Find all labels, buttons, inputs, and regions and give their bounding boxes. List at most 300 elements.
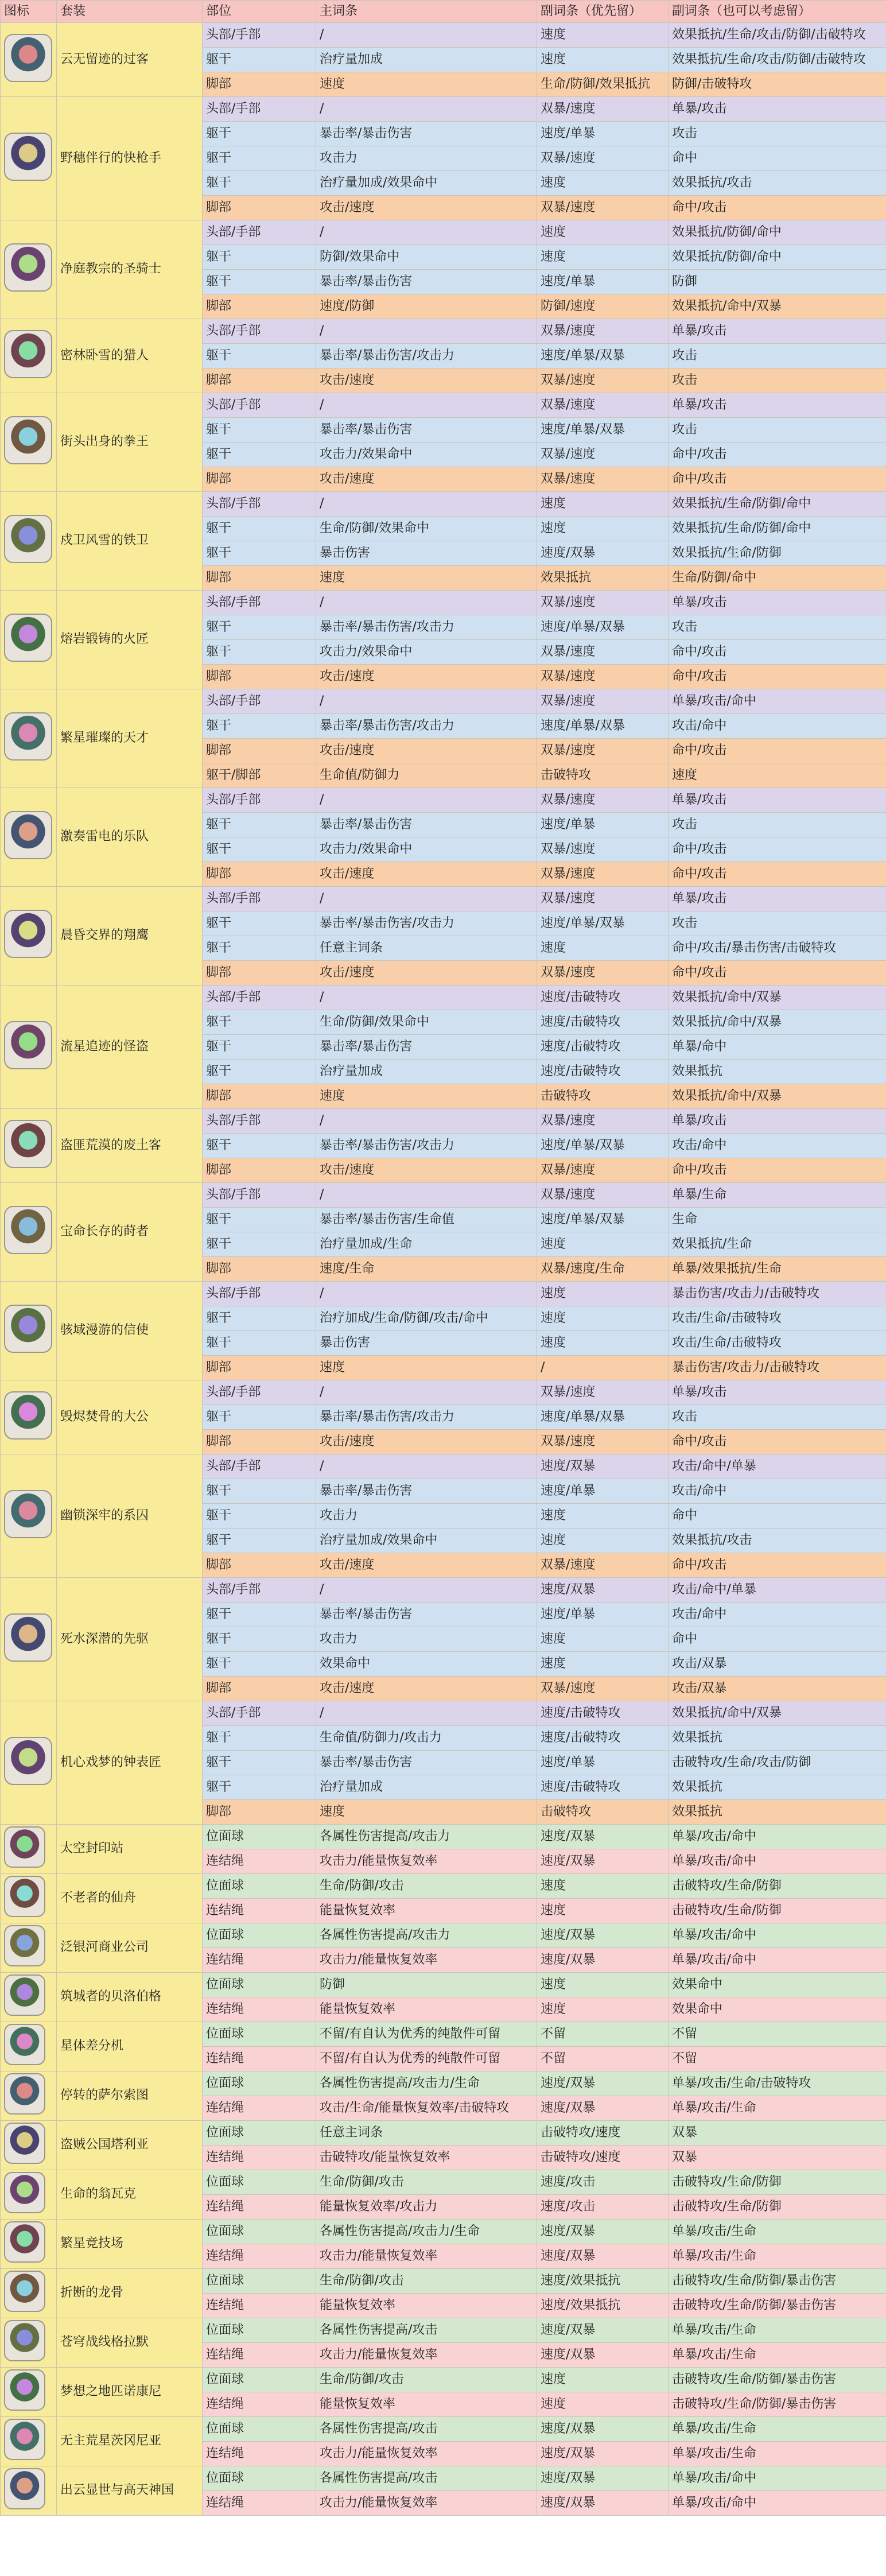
relic-set-icon <box>4 243 52 292</box>
set-icon-cell <box>1 97 57 220</box>
slot-cell: 脚部 <box>203 566 316 591</box>
sub-stat-optional-cell: 攻击/命中 <box>669 1603 886 1627</box>
sub-stat-priority-cell: 速度 <box>537 1652 669 1677</box>
sub-stat-priority-cell: 速度 <box>537 245 669 270</box>
main-stat-cell: 任意主词条 <box>316 936 537 961</box>
main-stat-cell: 各属性伤害提高/攻击力/生命 <box>316 2071 537 2096</box>
set-icon-cell <box>1 2071 57 2121</box>
slot-cell: 位面球 <box>203 2121 316 2146</box>
sub-stat-priority-cell: 速度/效果抵抗 <box>537 2269 669 2294</box>
slot-cell: 连结绳 <box>203 2047 316 2071</box>
sub-stat-priority-cell: 双暴/速度 <box>537 640 669 665</box>
slot-cell: 躯干 <box>203 1060 316 1084</box>
sub-stat-priority-cell: 双暴/速度 <box>537 196 669 220</box>
relic-set-icon <box>4 1120 52 1168</box>
sub-stat-priority-cell: 速度/击破特攻 <box>537 1775 669 1800</box>
sub-stat-priority-cell: 双暴/速度 <box>537 319 669 344</box>
slot-cell: 位面球 <box>203 1874 316 1899</box>
main-stat-cell: 攻击/速度 <box>316 1158 537 1183</box>
slot-cell: 位面球 <box>203 2022 316 2047</box>
slot-cell: 位面球 <box>203 2170 316 2195</box>
set-name: 不老者的仙舟 <box>57 1874 203 1923</box>
slot-cell: 位面球 <box>203 2071 316 2096</box>
main-stat-cell: 效果命中 <box>316 1652 537 1677</box>
sub-stat-priority-cell: 双暴/速度 <box>537 368 669 393</box>
set-icon-cell <box>1 2368 57 2417</box>
main-stat-cell: 治疗量加成 <box>316 1775 537 1800</box>
slot-cell: 连结绳 <box>203 2244 316 2269</box>
sub-stat-optional-cell: 击破特攻/生命/防御/暴击伤害 <box>669 2392 886 2417</box>
main-stat-cell: 各属性伤害提高/攻击 <box>316 2318 537 2343</box>
sub-stat-optional-cell: 双暴 <box>669 2146 886 2170</box>
sub-stat-optional-cell: 击破特攻/生命/防御/暴击伤害 <box>669 2294 886 2318</box>
sub-stat-optional-cell: 单暴/攻击 <box>669 788 886 813</box>
main-stat-cell: 各属性伤害提高/攻击 <box>316 2417 537 2442</box>
set-name: 机心戏梦的钟表匠 <box>57 1701 203 1825</box>
sub-stat-priority-cell: 速度/攻击 <box>537 2170 669 2195</box>
sub-stat-optional-cell: 命中/攻击 <box>669 862 886 887</box>
main-stat-cell: / <box>316 1701 537 1726</box>
main-stat-cell: 攻击力/能量恢复效率 <box>316 2343 537 2368</box>
main-stat-cell: 攻击/生命/能量恢复效率/击破特攻 <box>316 2096 537 2121</box>
main-stat-cell: / <box>316 393 537 418</box>
set-icon-cell <box>1 1701 57 1825</box>
main-stat-cell: 治疗加成/生命/防御/攻击/命中 <box>316 1306 537 1331</box>
set-name: 星体差分机 <box>57 2022 203 2071</box>
planar-set-icon <box>4 1826 45 1868</box>
set-name: 盗贼公国塔利亚 <box>57 2121 203 2170</box>
slot-cell: 躯干 <box>203 615 316 640</box>
slot-cell: 躯干 <box>203 1134 316 1158</box>
sub-stat-optional-cell: 单暴/攻击/命中 <box>669 1849 886 1874</box>
sub-stat-priority-cell: 速度/双暴 <box>537 1825 669 1849</box>
set-name: 流星追迹的怪盗 <box>57 986 203 1109</box>
relic-set-icon <box>4 515 52 563</box>
set-icon-cell <box>1 887 57 986</box>
table-body <box>1 23 886 2516</box>
slot-cell: 头部/手部 <box>203 1578 316 1603</box>
sub-stat-priority-cell: 速度/双暴 <box>537 541 669 566</box>
sub-stat-priority-cell: 击破特攻 <box>537 1800 669 1825</box>
slot-cell: 位面球 <box>203 2220 316 2244</box>
sub-stat-optional-cell: 攻击/生命/击破特攻 <box>669 1331 886 1356</box>
relic-set-icon <box>4 1613 52 1662</box>
set-icon-cell <box>1 2269 57 2318</box>
slot-cell: 头部/手部 <box>203 492 316 517</box>
set-icon-cell <box>1 23 57 97</box>
sub-stat-optional-cell: 击破特攻/生命/防御 <box>669 1874 886 1899</box>
sub-stat-priority-cell: 速度/双暴 <box>537 2442 669 2466</box>
sub-stat-optional-cell: 单暴/攻击 <box>669 1380 886 1405</box>
set-name: 苍穹战线格拉默 <box>57 2318 203 2368</box>
slot-cell: 躯干 <box>203 146 316 171</box>
relic-set-icon <box>4 811 52 859</box>
main-stat-cell: 暴击率/暴击伤害/攻击力 <box>316 714 537 739</box>
header-sub-priority: 副词条（优先留） <box>537 1 669 23</box>
sub-stat-priority-cell: 速度 <box>537 1528 669 1553</box>
table-row <box>1 97 886 122</box>
slot-cell: 脚部 <box>203 1356 316 1380</box>
sub-stat-priority-cell: / <box>537 1356 669 1380</box>
set-icon-cell <box>1 1380 57 1454</box>
main-stat-cell: 暴击率/暴击伤害/生命值 <box>316 1208 537 1232</box>
slot-cell: 位面球 <box>203 2466 316 2491</box>
sub-stat-optional-cell: 命中/攻击 <box>669 443 886 467</box>
sub-stat-priority-cell: 速度 <box>537 1973 669 1997</box>
set-name: 幽锁深牢的系囚 <box>57 1454 203 1578</box>
set-icon-cell <box>1 2170 57 2220</box>
main-stat-cell: 攻击/速度 <box>316 368 537 393</box>
slot-cell: 连结绳 <box>203 1948 316 1973</box>
sub-stat-optional-cell: 击破特攻/生命/攻击/防御 <box>669 1751 886 1775</box>
table-row <box>1 591 886 615</box>
sub-stat-priority-cell: 速度/双暴 <box>537 1578 669 1603</box>
set-name: 生命的翁瓦克 <box>57 2170 203 2220</box>
main-stat-cell: 攻击力/效果命中 <box>316 443 537 467</box>
main-stat-cell: / <box>316 591 537 615</box>
sub-stat-priority-cell: 速度/双暴 <box>537 2071 669 2096</box>
sub-stat-priority-cell: 速度/击破特攻 <box>537 1060 669 1084</box>
slot-cell: 脚部 <box>203 1553 316 1578</box>
main-stat-cell: 攻击力 <box>316 1504 537 1528</box>
sub-stat-optional-cell: 效果抵抗 <box>669 1775 886 1800</box>
sub-stat-priority-cell: 速度/双暴 <box>537 1849 669 1874</box>
table-row <box>1 220 886 245</box>
header-main-stat: 主词条 <box>316 1 537 23</box>
sub-stat-optional-cell: 命中 <box>669 146 886 171</box>
planar-set-icon <box>4 2369 45 2411</box>
sub-stat-optional-cell: 效果抵抗/命中/双暴 <box>669 1701 886 1726</box>
main-stat-cell: 暴击率/暴击伤害 <box>316 813 537 837</box>
sub-stat-optional-cell: 命中 <box>669 1627 886 1652</box>
relic-set-icon <box>4 1391 52 1440</box>
slot-cell: 躯干 <box>203 1504 316 1528</box>
planar-set-icon <box>4 2320 45 2361</box>
sub-stat-optional-cell: 攻击/双暴 <box>669 1652 886 1677</box>
slot-cell: 连结绳 <box>203 2491 316 2516</box>
set-icon-cell <box>1 2022 57 2071</box>
set-icon-cell <box>1 2466 57 2516</box>
main-stat-cell: 生命值/防御力/攻击力 <box>316 1726 537 1751</box>
sub-stat-priority-cell: 速度 <box>537 1627 669 1652</box>
sub-stat-optional-cell: 单暴/攻击/生命 <box>669 2343 886 2368</box>
sub-stat-priority-cell: 速度/单暴 <box>537 1479 669 1504</box>
planar-set-icon <box>4 2073 45 2115</box>
sub-stat-optional-cell: 单暴/攻击/生命 <box>669 2220 886 2244</box>
slot-cell: 躯干 <box>203 1035 316 1060</box>
sub-stat-optional-cell: 单暴/攻击 <box>669 97 886 122</box>
main-stat-cell: 能量恢复效率 <box>316 2392 537 2417</box>
set-name: 筑城者的贝洛伯格 <box>57 1973 203 2022</box>
sub-stat-priority-cell: 速度/击破特攻 <box>537 986 669 1010</box>
table-row <box>1 689 886 714</box>
slot-cell: 连结绳 <box>203 2442 316 2466</box>
main-stat-cell: 生命/防御/攻击 <box>316 1874 537 1899</box>
sub-stat-priority-cell: 速度/单暴 <box>537 122 669 146</box>
sub-stat-priority-cell: 速度 <box>537 1899 669 1923</box>
sub-stat-priority-cell: 速度/单暴 <box>537 270 669 294</box>
slot-cell: 位面球 <box>203 2269 316 2294</box>
sub-stat-optional-cell: 单暴/攻击 <box>669 591 886 615</box>
sub-stat-priority-cell: 速度 <box>537 492 669 517</box>
main-stat-cell: 速度 <box>316 566 537 591</box>
main-stat-cell: / <box>316 1454 537 1479</box>
sub-stat-priority-cell: 不留 <box>537 2022 669 2047</box>
sub-stat-optional-cell: 单暴/攻击/生命 <box>669 2096 886 2121</box>
set-name: 骇域漫游的信使 <box>57 1282 203 1380</box>
slot-cell: 头部/手部 <box>203 1282 316 1306</box>
sub-stat-priority-cell: 双暴/速度 <box>537 1430 669 1454</box>
relic-set-icon <box>4 416 52 464</box>
slot-cell: 连结绳 <box>203 2392 316 2417</box>
sub-stat-priority-cell: 速度 <box>537 1874 669 1899</box>
main-stat-cell: 攻击/速度 <box>316 1677 537 1701</box>
sub-stat-priority-cell: 速度 <box>537 1282 669 1306</box>
relic-set-icon <box>4 1021 52 1069</box>
main-stat-cell: 速度 <box>316 1356 537 1380</box>
table-row <box>1 1923 886 1948</box>
slot-cell: 躯干 <box>203 171 316 196</box>
sub-stat-priority-cell: 双暴/速度 <box>537 1158 669 1183</box>
slot-cell: 躯干 <box>203 1306 316 1331</box>
table-row <box>1 1973 886 1997</box>
sub-stat-optional-cell: 单暴/攻击 <box>669 319 886 344</box>
planar-set-icon <box>4 2123 45 2164</box>
slot-cell: 头部/手部 <box>203 23 316 48</box>
main-stat-cell: 治疗量加成/效果命中 <box>316 1528 537 1553</box>
main-stat-cell: 攻击力/能量恢复效率 <box>316 2491 537 2516</box>
main-stat-cell: / <box>316 23 537 48</box>
main-stat-cell: 暴击率/暴击伤害 <box>316 1751 537 1775</box>
main-stat-cell: 暴击率/暴击伤害/攻击力 <box>316 1405 537 1430</box>
sub-stat-optional-cell: 攻击/双暴 <box>669 1677 886 1701</box>
slot-cell: 躯干 <box>203 1232 316 1257</box>
planar-set-icon <box>4 1974 45 2016</box>
slot-cell: 躯干 <box>203 1405 316 1430</box>
table-row <box>1 788 886 813</box>
header-sub-optional: 副词条（也可以考虑留） <box>669 1 886 23</box>
slot-cell: 脚部 <box>203 665 316 689</box>
header-set: 套装 <box>57 1 203 23</box>
main-stat-cell: 攻击力 <box>316 146 537 171</box>
sub-stat-optional-cell: 效果抵抗/生命 <box>669 1232 886 1257</box>
set-icon-cell <box>1 492 57 591</box>
set-name: 野穗伴行的快枪手 <box>57 97 203 220</box>
sub-stat-optional-cell: 单暴/攻击/生命 <box>669 2442 886 2466</box>
sub-stat-priority-cell: 击破特攻 <box>537 763 669 788</box>
sub-stat-priority-cell: 速度/双暴 <box>537 1923 669 1948</box>
main-stat-cell: 暴击率/暴击伤害/攻击力 <box>316 344 537 368</box>
set-name: 泛银河商业公司 <box>57 1923 203 1973</box>
sub-stat-priority-cell: 速度 <box>537 1306 669 1331</box>
main-stat-cell: 暴击率/暴击伤害/攻击力 <box>316 911 537 936</box>
sub-stat-optional-cell: 命中/攻击 <box>669 196 886 220</box>
slot-cell: 脚部 <box>203 961 316 986</box>
main-stat-cell: / <box>316 1578 537 1603</box>
main-stat-cell: / <box>316 1109 537 1134</box>
sub-stat-priority-cell: 双暴/速度 <box>537 1677 669 1701</box>
main-stat-cell: 攻击力/能量恢复效率 <box>316 1948 537 1973</box>
main-stat-cell: 各属性伤害提高/攻击力 <box>316 1923 537 1948</box>
sub-stat-priority-cell: 双暴/速度/生命 <box>537 1257 669 1282</box>
sub-stat-priority-cell: 速度/击破特攻 <box>537 1035 669 1060</box>
main-stat-cell: 治疗量加成 <box>316 1060 537 1084</box>
table-row <box>1 1380 886 1405</box>
main-stat-cell: / <box>316 492 537 517</box>
slot-cell: 躯干 <box>203 1751 316 1775</box>
sub-stat-priority-cell: 速度 <box>537 936 669 961</box>
sub-stat-optional-cell: 击破特攻/生命/防御/暴击伤害 <box>669 2269 886 2294</box>
sub-stat-optional-cell: 单暴/攻击/命中 <box>669 1825 886 1849</box>
set-name: 出云显世与高天神国 <box>57 2466 203 2516</box>
sub-stat-optional-cell: 命中/攻击 <box>669 665 886 689</box>
sub-stat-priority-cell: 双暴/速度 <box>537 862 669 887</box>
set-name: 宝命长存的莳者 <box>57 1183 203 1282</box>
sub-stat-optional-cell: 效果抵抗/生命/攻击/防御/击破特攻 <box>669 23 886 48</box>
main-stat-cell: 治疗量加成 <box>316 48 537 72</box>
set-name: 晨昏交界的翔鹰 <box>57 887 203 986</box>
table-row <box>1 2269 886 2294</box>
main-stat-cell: 暴击率/暴击伤害 <box>316 418 537 443</box>
planar-set-icon <box>4 2221 45 2263</box>
slot-cell: 连结绳 <box>203 2343 316 2368</box>
slot-cell: 脚部 <box>203 1158 316 1183</box>
set-icon-cell <box>1 2121 57 2170</box>
main-stat-cell: 暴击率/暴击伤害 <box>316 1035 537 1060</box>
slot-cell: 躯干 <box>203 911 316 936</box>
sub-stat-optional-cell: 攻击 <box>669 1405 886 1430</box>
slot-cell: 位面球 <box>203 2318 316 2343</box>
main-stat-cell: 生命/防御/攻击 <box>316 2368 537 2392</box>
set-icon-cell <box>1 319 57 393</box>
sub-stat-priority-cell: 速度/单暴 <box>537 1751 669 1775</box>
sub-stat-optional-cell: 单暴/命中 <box>669 1035 886 1060</box>
main-stat-cell: 暴击率/暴击伤害 <box>316 122 537 146</box>
sub-stat-priority-cell: 速度/单暴/双暴 <box>537 1208 669 1232</box>
sub-stat-priority-cell: 速度/单暴 <box>537 1603 669 1627</box>
slot-cell: 头部/手部 <box>203 1454 316 1479</box>
planar-set-icon <box>4 2468 45 2509</box>
set-icon-cell <box>1 1282 57 1380</box>
main-stat-cell: 攻击/速度 <box>316 961 537 986</box>
sub-stat-optional-cell: 单暴/攻击/命中 <box>669 1948 886 1973</box>
set-name: 激奏雷电的乐队 <box>57 788 203 887</box>
set-name: 街头出身的拳王 <box>57 393 203 492</box>
sub-stat-priority-cell: 双暴/速度 <box>537 146 669 171</box>
set-icon-cell <box>1 220 57 319</box>
slot-cell: 躯干 <box>203 122 316 146</box>
main-stat-cell: 治疗量加成/生命 <box>316 1232 537 1257</box>
sub-stat-optional-cell: 单暴/攻击/命中 <box>669 1923 886 1948</box>
sub-stat-optional-cell: 命中/攻击 <box>669 961 886 986</box>
sub-stat-optional-cell: 命中/攻击/暴击伤害/击破特攻 <box>669 936 886 961</box>
sub-stat-optional-cell: 双暴 <box>669 2121 886 2146</box>
main-stat-cell: 生命/防御/攻击 <box>316 2170 537 2195</box>
planar-set-icon <box>4 1876 45 1917</box>
main-stat-cell: 攻击/速度 <box>316 1553 537 1578</box>
sub-stat-optional-cell: 命中/攻击 <box>669 1553 886 1578</box>
sub-stat-optional-cell: 效果抵抗/命中/双暴 <box>669 1010 886 1035</box>
sub-stat-optional-cell: 命中/攻击 <box>669 739 886 763</box>
slot-cell: 躯干 <box>203 245 316 270</box>
sub-stat-priority-cell: 不留 <box>537 2047 669 2071</box>
sub-stat-optional-cell: 效果命中 <box>669 1997 886 2022</box>
main-stat-cell: 速度 <box>316 1800 537 1825</box>
sub-stat-priority-cell: 速度/双暴 <box>537 2318 669 2343</box>
main-stat-cell: 暴击伤害 <box>316 541 537 566</box>
main-stat-cell: 攻击力/能量恢复效率 <box>316 2442 537 2466</box>
sub-stat-optional-cell: 不留 <box>669 2047 886 2071</box>
sub-stat-optional-cell: 攻击 <box>669 418 886 443</box>
table-row <box>1 393 886 418</box>
sub-stat-priority-cell: 速度/双暴 <box>537 2220 669 2244</box>
slot-cell: 躯干 <box>203 1479 316 1504</box>
main-stat-cell: 能量恢复效率/攻击力 <box>316 2195 537 2220</box>
sub-stat-optional-cell: 攻击 <box>669 344 886 368</box>
relic-set-icon <box>4 330 52 378</box>
table-row <box>1 1282 886 1306</box>
main-stat-cell: / <box>316 319 537 344</box>
table-row <box>1 319 886 344</box>
set-icon-cell <box>1 1183 57 1282</box>
sub-stat-priority-cell: 速度/双暴 <box>537 2096 669 2121</box>
slot-cell: 躯干 <box>203 837 316 862</box>
set-name: 无主荒星茨冈尼亚 <box>57 2417 203 2466</box>
sub-stat-priority-cell: 效果抵抗 <box>537 566 669 591</box>
relic-set-icon <box>4 910 52 958</box>
main-stat-cell: 生命/防御/效果命中 <box>316 517 537 541</box>
sub-stat-optional-cell: 攻击 <box>669 813 886 837</box>
table-row <box>1 2071 886 2096</box>
slot-cell: 位面球 <box>203 1923 316 1948</box>
sub-stat-optional-cell: 命中/攻击 <box>669 467 886 492</box>
main-stat-cell: 攻击力/效果命中 <box>316 837 537 862</box>
sub-stat-priority-cell: 速度/双暴 <box>537 2343 669 2368</box>
set-name: 密林卧雪的猎人 <box>57 319 203 393</box>
sub-stat-optional-cell: 效果抵抗/命中/双暴 <box>669 1084 886 1109</box>
sub-stat-optional-cell: 命中/攻击 <box>669 1158 886 1183</box>
sub-stat-optional-cell: 命中/攻击 <box>669 837 886 862</box>
sub-stat-optional-cell: 效果抵抗/防御/命中 <box>669 245 886 270</box>
sub-stat-priority-cell: 速度/击破特攻 <box>537 1726 669 1751</box>
set-icon-cell <box>1 2220 57 2269</box>
main-stat-cell: 生命/防御/攻击 <box>316 2269 537 2294</box>
sub-stat-priority-cell: 双暴/速度 <box>537 665 669 689</box>
sub-stat-optional-cell: 单暴/攻击 <box>669 887 886 911</box>
slot-cell: 脚部 <box>203 467 316 492</box>
slot-cell: 躯干 <box>203 1603 316 1627</box>
slot-cell: 脚部 <box>203 1800 316 1825</box>
slot-cell: 头部/手部 <box>203 1701 316 1726</box>
main-stat-cell: 暴击率/暴击伤害 <box>316 1479 537 1504</box>
sub-stat-optional-cell: 效果抵抗/生命/防御/命中 <box>669 517 886 541</box>
slot-cell: 头部/手部 <box>203 887 316 911</box>
table-row <box>1 1109 886 1134</box>
relic-set-icon <box>4 712 52 761</box>
sub-stat-optional-cell: 攻击 <box>669 615 886 640</box>
slot-cell: 躯干 <box>203 1528 316 1553</box>
sub-stat-priority-cell: 双暴/速度 <box>537 887 669 911</box>
sub-stat-optional-cell: 速度 <box>669 763 886 788</box>
sub-stat-optional-cell: 攻击/生命/击破特攻 <box>669 1306 886 1331</box>
slot-cell: 脚部 <box>203 1430 316 1454</box>
sub-stat-optional-cell: 单暴/攻击/命中 <box>669 689 886 714</box>
sub-stat-optional-cell: 攻击 <box>669 122 886 146</box>
set-icon-cell <box>1 1874 57 1923</box>
header-slot: 部位 <box>203 1 316 23</box>
set-name: 太空封印站 <box>57 1825 203 1874</box>
slot-cell: 躯干 <box>203 1726 316 1751</box>
